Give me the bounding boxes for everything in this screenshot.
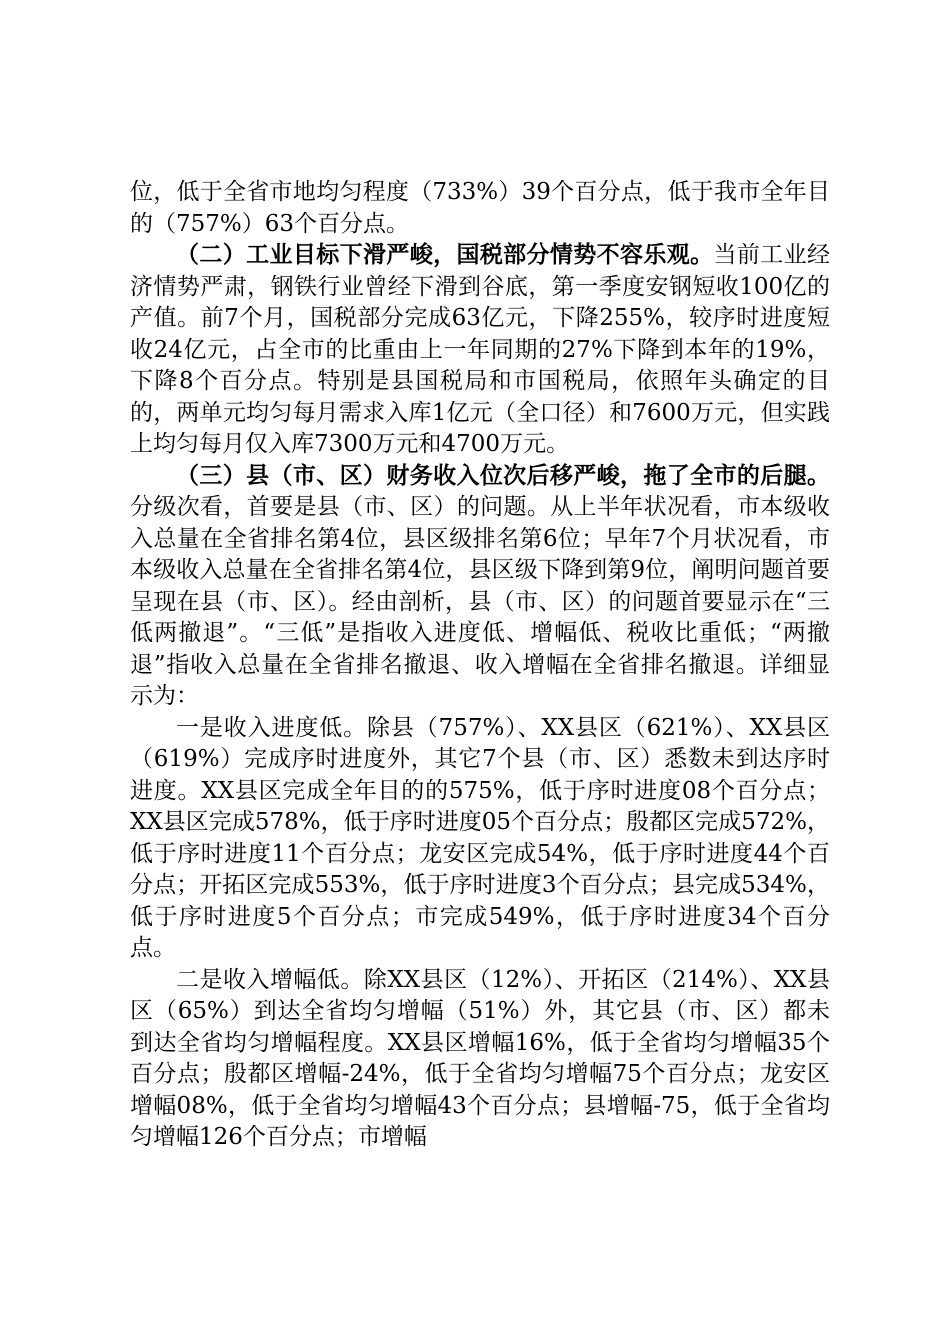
section-heading: （二）工业目标下滑严峻，国税部分情势不容乐观。: [176, 242, 714, 268]
paragraph-text: 当前工业经济情势严肃，钢铁行业曾经下滑到谷底，第一季度安钢短收100亿的产值。前7个月，国税部分完成63亿元，下降255%，较序时进度短收24亿元，占全市的比重由上一年同期的27%下降到本年的19%，下降8个百分点。特别是县国税局和市国税局，依照年头确定的目的，两单元均匀每月需求入库1亿元（全口径）和7600万元，但实践上均匀每月仅入库7300万元和4700万元。: [130, 242, 831, 457]
paragraph-section-three: [130, 461, 830, 713]
paragraph-item-one: [130, 713, 830, 965]
section-heading: （三）县（市、区）财务收入位次后移严峻，拖了全市的后腿。: [176, 462, 830, 489]
paragraph-item-two: [130, 965, 830, 1154]
document-page: [130, 177, 830, 1154]
paragraph-continuation: [130, 177, 830, 240]
paragraph-text: 位，低于全省市地均匀程度（733%）39个百分点，低于我市全年目的（757%）63个百分点。: [130, 179, 830, 237]
paragraph-section-two: [130, 240, 830, 461]
paragraph-text: 一是收入进度低。除县（757%）、XX县区（621%）、XX县区（619%）完成序时进度外，其它7个县（市、区）悉数未到达序时进度。XX县区完成全年目的的575%，低于序时进度08个百分点；XX县区完成578%，低于序时进度05个百分点；殷都区完成572%，低于序时进度11个百分点；龙安区完成54%，低于序时进度44个百分点；开拓区完成553%，低于序时进度3个百分点；县完成534%，低于序时进度5个百分点；市完成549%，低于序时进度34个百分点。: [130, 714, 830, 961]
paragraph-text: 二是收入增幅低。除XX县区（12%）、开拓区（214%）、XX县区（65%）到达全省均匀增幅（51%）外，其它县（市、区）都未到达全省均匀增幅程度。XX县区增幅16%，低于全省均匀增幅35个百分点；殷都区增幅-24%，低于全省均匀增幅75个百分点；龙安区增幅08%，低于全省均匀增幅43个百分点；县增幅-75，低于全省均匀增幅126个百分点；市增幅: [130, 966, 830, 1150]
paragraph-text: 分级次看，首要是县（市、区）的问题。从上半年状况看，市本级收入总量在全省排名第4位，县区级排名第6位；早年7个月状况看，市本级收入总量在全省排名第4位，县区级下降到第9位，阐明问题首要呈现在县（市、区）。经由剖析，县（市、区）的问题首要显示在“三低两撤退”。“三低”是指收入进度低、增幅低、税收比重低；“两撤退”指收入总量在全省排名撤退、收入增幅在全省排名撤退。详细显示为：: [130, 494, 830, 709]
